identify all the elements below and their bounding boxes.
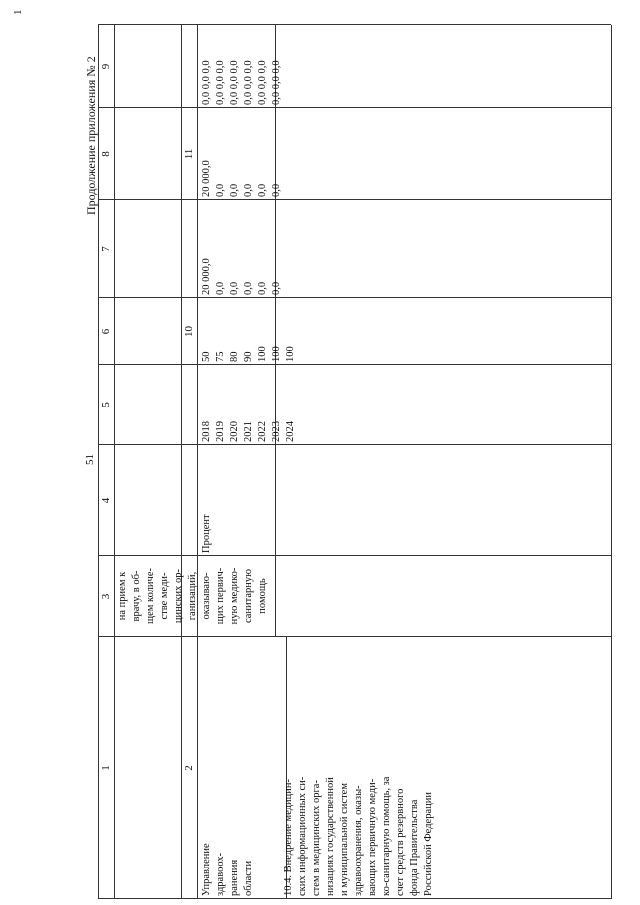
col9-11-cell: 0,0 0,0 0,0 bbox=[271, 60, 282, 105]
row-name-line: стем в медицинских орга- bbox=[311, 780, 322, 896]
column-header-7: 7 bbox=[100, 246, 112, 252]
row-name-line: Российской Федерации bbox=[423, 792, 434, 896]
col9-11-cell: 0,0 0,0 0,0 bbox=[201, 60, 212, 105]
row-executor-line: области bbox=[243, 860, 254, 896]
row-name-line: и муниципальной систем bbox=[339, 783, 350, 896]
corner-mark: 1 bbox=[12, 9, 24, 15]
col7-cell: 0,0 bbox=[243, 281, 254, 295]
col8-cell: 0,0 bbox=[271, 183, 282, 197]
column-header-9: 9 bbox=[100, 63, 112, 70]
col8-cell: 0,0 bbox=[215, 183, 226, 197]
col7-cell: 0,0 bbox=[271, 281, 282, 295]
year-cell: 2019 bbox=[215, 421, 226, 442]
column-header-6: 6 bbox=[100, 328, 112, 335]
col9-11-cell: 0,0 0,0 0,0 bbox=[215, 60, 226, 105]
row-col8 bbox=[200, 111, 284, 197]
prev-row-line: ганизаций, bbox=[187, 571, 198, 621]
year-cell: 2022 bbox=[257, 421, 268, 442]
column-header-11: 11 bbox=[183, 148, 195, 160]
col8-cell: 0,0 bbox=[257, 183, 268, 197]
value-cell: 100 bbox=[285, 346, 296, 362]
year-cell: 2021 bbox=[243, 421, 254, 442]
row-col7 bbox=[200, 203, 284, 295]
prev-row-line: на прием к bbox=[117, 571, 128, 621]
row-name-line: фонда Правительства bbox=[409, 799, 420, 896]
value-cell: 100 bbox=[257, 346, 268, 362]
row-name-line: ских информационных си- bbox=[297, 776, 308, 896]
row-name-line: счет средств резервного bbox=[395, 788, 406, 896]
prev-row-line: ную медико- bbox=[229, 567, 240, 625]
prev-row-line: помощь bbox=[257, 578, 268, 614]
row-name-line: низациях государственной bbox=[325, 777, 336, 896]
prev-row-line: щем количе- bbox=[145, 568, 156, 624]
column-header-2: 2 bbox=[183, 765, 195, 771]
col7-cell: 0,0 bbox=[257, 281, 268, 295]
col9-11-cell: 0,0 0,0 0,0 bbox=[229, 60, 240, 105]
value-cell: 90 bbox=[243, 351, 254, 362]
col8-cell: 0,0 bbox=[243, 183, 254, 197]
year-cell: 2024 bbox=[285, 421, 296, 442]
prev-row-line: стве меди- bbox=[159, 572, 170, 620]
row-name-line: 10.4. Внедрение медицин- bbox=[283, 778, 294, 896]
value-cell: 100 bbox=[271, 346, 282, 362]
col7-cell: 0,0 bbox=[229, 281, 240, 295]
value-cell: 75 bbox=[215, 351, 226, 362]
row-years bbox=[200, 368, 298, 442]
row-executor bbox=[200, 816, 256, 896]
prev-row-indicator bbox=[116, 557, 270, 635]
prev-row-line: санитарную bbox=[243, 568, 254, 624]
column-header-4: 4 bbox=[100, 497, 112, 504]
row-executor-line: ранения bbox=[229, 859, 240, 896]
row-executor-line: Управление bbox=[201, 843, 212, 896]
row-values bbox=[200, 302, 298, 362]
year-cell: 2020 bbox=[229, 421, 240, 442]
row-name bbox=[282, 711, 436, 896]
continuation-title: Продолжение приложения № 2 bbox=[84, 56, 98, 215]
row-executor-line: здравоох- bbox=[215, 852, 226, 896]
col9-11-cell: 0,0 0,0 0,0 bbox=[243, 60, 254, 105]
row-name-line: здравоохранения, оказы- bbox=[353, 785, 364, 896]
col7-cell: 20 000,0 bbox=[201, 258, 212, 295]
col7-cell: 0,0 bbox=[215, 281, 226, 295]
column-header-8: 8 bbox=[100, 151, 112, 157]
prev-row-line: щих первич- bbox=[215, 567, 226, 625]
page-number: 51 bbox=[84, 454, 96, 465]
col8-cell: 20 000,0 bbox=[201, 160, 212, 197]
prev-row-line: цинских ор- bbox=[173, 568, 184, 624]
prev-row-line: оказываю- bbox=[201, 572, 212, 620]
value-cell: 80 bbox=[229, 351, 240, 362]
year-cell: 2018 bbox=[201, 421, 212, 442]
row-col9 bbox=[200, 29, 284, 105]
row-name-line: вающих первичную меди- bbox=[367, 778, 378, 896]
row-name-line: ко-санитарную помощь, за bbox=[381, 776, 392, 896]
column-header-5: 5 bbox=[100, 402, 112, 408]
col8-cell: 0,0 bbox=[229, 183, 240, 197]
col9-11-cell: 0,0 0,0 0,0 bbox=[257, 60, 268, 105]
prev-row-line: врачу, в об- bbox=[131, 570, 142, 622]
column-header-10: 10 bbox=[183, 326, 195, 337]
column-header-1: 1 bbox=[100, 765, 112, 771]
value-cell: 50 bbox=[201, 351, 212, 362]
column-header-3: 3 bbox=[100, 593, 112, 600]
row-unit: Процент bbox=[201, 514, 212, 553]
year-cell: 2023 bbox=[271, 421, 282, 442]
